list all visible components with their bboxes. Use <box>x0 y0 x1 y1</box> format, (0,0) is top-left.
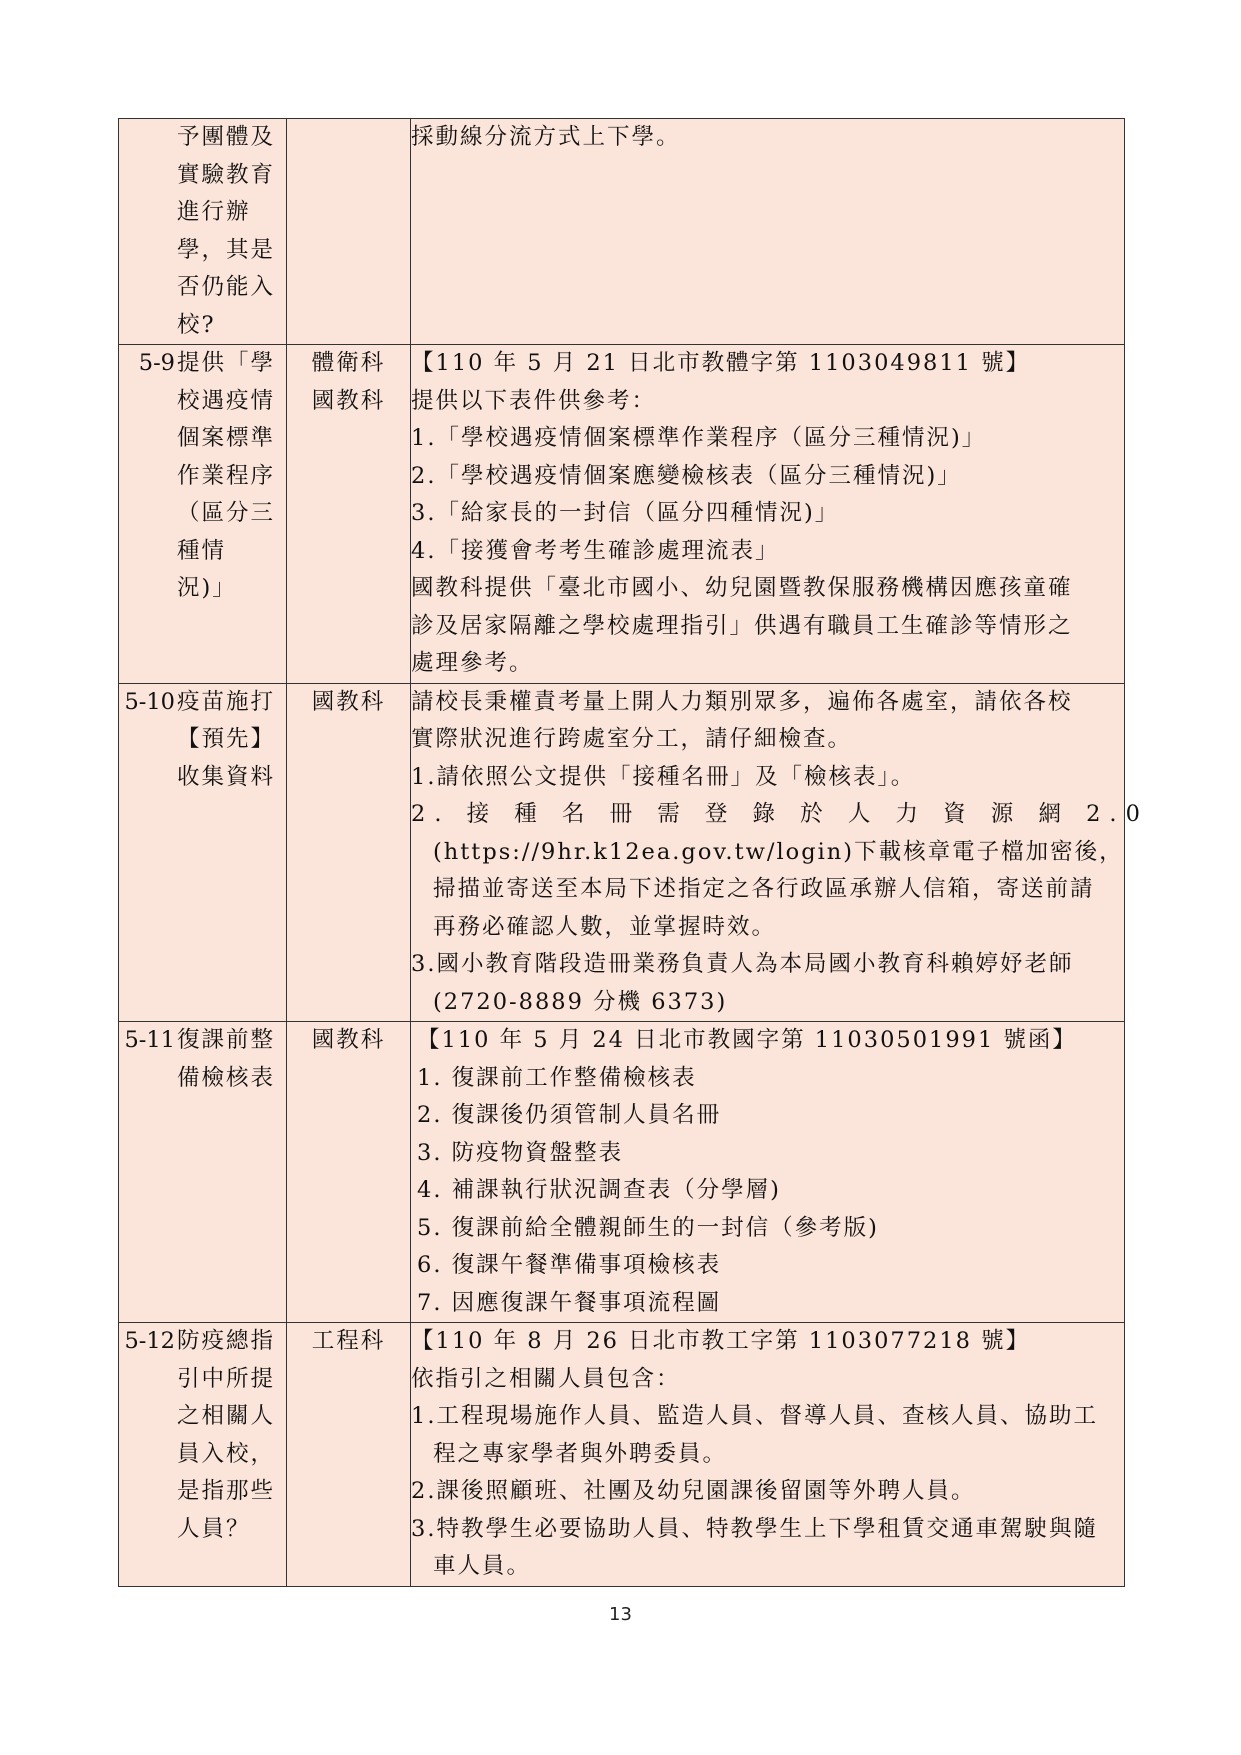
question-line: 【預先】 <box>177 726 276 752</box>
answer-line: 掃描並寄送至本局下述指定之各行政區承辦人信箱，寄送前請 <box>433 876 1095 902</box>
answer-line: 2.「學校遇疫情個案應變檢核表（區分三種情況)」 <box>411 462 962 489</box>
question-line: 況)」 <box>177 575 237 601</box>
answer-line: 7. 因應復課午餐事項流程圖 <box>417 1289 722 1316</box>
question-line: 校遇疫情 <box>177 387 276 414</box>
question-cell <box>119 119 287 345</box>
answer-line: 【110 年 8 月 26 日北市教工字第 1103077218 號】 <box>411 1328 1031 1354</box>
department-cell <box>287 683 411 1022</box>
answer-line: 國教科提供「臺北市國小、幼兒園暨教保服務機構因應孩童確 <box>411 575 1073 601</box>
department-cell <box>287 119 411 345</box>
department-cell <box>287 1323 411 1587</box>
answer-line: 實際狀況進行跨處室分工，請仔細檢查。 <box>411 726 853 752</box>
answer-line: 1.「學校遇疫情個案標準作業程序（區分三種情況)」 <box>411 425 987 451</box>
question-cell <box>119 345 287 684</box>
table-row <box>119 1022 1125 1323</box>
table-row <box>119 683 1125 1022</box>
question-line: 復課前整 <box>177 1027 276 1053</box>
page-number: 13 <box>609 1604 632 1625</box>
answer-cell <box>411 1323 1125 1587</box>
question-line: 引中所提 <box>177 1365 276 1392</box>
item-number: 5-11 <box>124 1027 175 1053</box>
answer-line: 2.課後照顧班、社團及幼兒園課後留園等外聘人員。 <box>411 1478 976 1504</box>
answer-line: 採動線分流方式上下學。 <box>411 124 681 150</box>
answer-line: 2. 復課後仍須管制人員名冊 <box>417 1102 722 1128</box>
table-row <box>119 345 1125 684</box>
answer-line: (2720-8889 分機 6373) <box>433 988 728 1015</box>
department-name: 工程科 <box>311 1328 386 1354</box>
answer-cell <box>411 1022 1125 1323</box>
question-line: （區分三 <box>177 500 276 526</box>
answer-line: 依指引之相關人員包含： <box>411 1365 681 1392</box>
answer-line: 3.特教學生必要協助人員、特教學生上下學租賃交通車駕駛與隨 <box>411 1515 1098 1542</box>
answer-line: 【110 年 5 月 24 日北市教國字第 11030501991 號函】 <box>417 1027 1077 1053</box>
answer-line: 【110 年 5 月 21 日北市教體字第 1103049811 號】 <box>411 350 1031 376</box>
answer-line: 4.「接獲會考考生確診處理流表」 <box>411 537 780 564</box>
question-line: 種情 <box>177 537 227 564</box>
question-line: 防疫總指 <box>177 1328 276 1354</box>
table-row <box>119 119 1125 345</box>
item-number: 5-9 <box>138 350 175 376</box>
answer-line: 6. 復課午餐準備事項檢核表 <box>417 1252 722 1278</box>
department-name: 國教科 <box>311 688 386 715</box>
answer-cell <box>411 683 1149 1022</box>
question-line: 提供「學 <box>177 350 276 376</box>
item-number: 5-10 <box>124 688 175 715</box>
question-line: 予團體及 <box>177 124 276 150</box>
question-line: 人員？ <box>177 1515 251 1542</box>
question-line: 疫苗施打 <box>177 688 276 715</box>
table-row <box>119 1323 1125 1587</box>
answer-line: 診及居家隔離之學校處理指引」供遇有職員工生確診等情形之 <box>411 612 1073 639</box>
answer-line: 再務必確認人數，並掌握時效。 <box>433 913 777 940</box>
department-cell <box>287 345 411 684</box>
question-line: 實驗教育 <box>177 161 276 188</box>
department-name: 體衛科 <box>311 350 386 376</box>
answer-line: 3.國小教育階段造冊業務負責人為本局國小教育科賴婷妤老師 <box>411 951 1074 977</box>
answer-line: 提供以下表件供參考： <box>411 387 657 414</box>
answer-line: 1. 復課前工作整備檢核表 <box>417 1064 697 1091</box>
question-cell <box>119 1323 287 1587</box>
question-cell <box>119 1022 287 1323</box>
answer-line: 4. 補課執行狀況調查表（分學層) <box>417 1177 781 1203</box>
answer-line: (https://9hr.k12ea.gov.tw/login)下載核章電子檔加密後， <box>433 838 1124 865</box>
answer-cell <box>411 345 1125 684</box>
answer-line: 1.請依照公文提供「接種名冊」及「檢核表」。 <box>411 763 916 790</box>
item-number: 5-12 <box>124 1328 175 1354</box>
faq-table <box>118 118 1149 1587</box>
answer-line: 處理參考。 <box>411 650 534 676</box>
answer-line: 請校長秉權責考量上開人力類別眾多，遍佈各處室，請依各校 <box>411 688 1073 715</box>
question-line: 個案標準 <box>177 425 276 451</box>
question-line: 學，其是 <box>177 236 276 263</box>
answer-line: 5. 復課前給全體親師生的一封信（參考版) <box>417 1214 879 1241</box>
question-line: 進行辦 <box>177 199 251 225</box>
question-line: 作業程序 <box>177 462 276 489</box>
question-line: 備檢核表 <box>177 1064 276 1091</box>
department-cell <box>287 1022 411 1323</box>
question-cell <box>119 683 287 1022</box>
department-name: 國教科 <box>311 387 386 414</box>
answer-line: 3. 防疫物資盤整表 <box>417 1139 624 1166</box>
answer-line: 2. 接 種 名 冊 需 登 錄 於 人 力 資 源 網 2.0 <box>411 801 1149 827</box>
question-line: 是指那些 <box>177 1478 276 1504</box>
question-line: 收集資料 <box>177 763 276 790</box>
answer-line: 車人員。 <box>433 1553 532 1579</box>
answer-cell <box>411 119 1125 345</box>
answer-line: 3.「給家長的一封信（區分四種情況)」 <box>411 500 840 526</box>
answer-line: 程之專家學者與外聘委員。 <box>433 1440 728 1467</box>
question-line: 之相關人 <box>177 1403 276 1429</box>
question-line: 員入校， <box>177 1440 276 1467</box>
question-line: 否仍能入 <box>177 274 276 300</box>
department-name: 國教科 <box>311 1027 386 1053</box>
question-line: 校? <box>177 311 216 338</box>
answer-line: 1.工程現場施作人員、監造人員、督導人員、查核人員、協助工 <box>411 1403 1098 1429</box>
